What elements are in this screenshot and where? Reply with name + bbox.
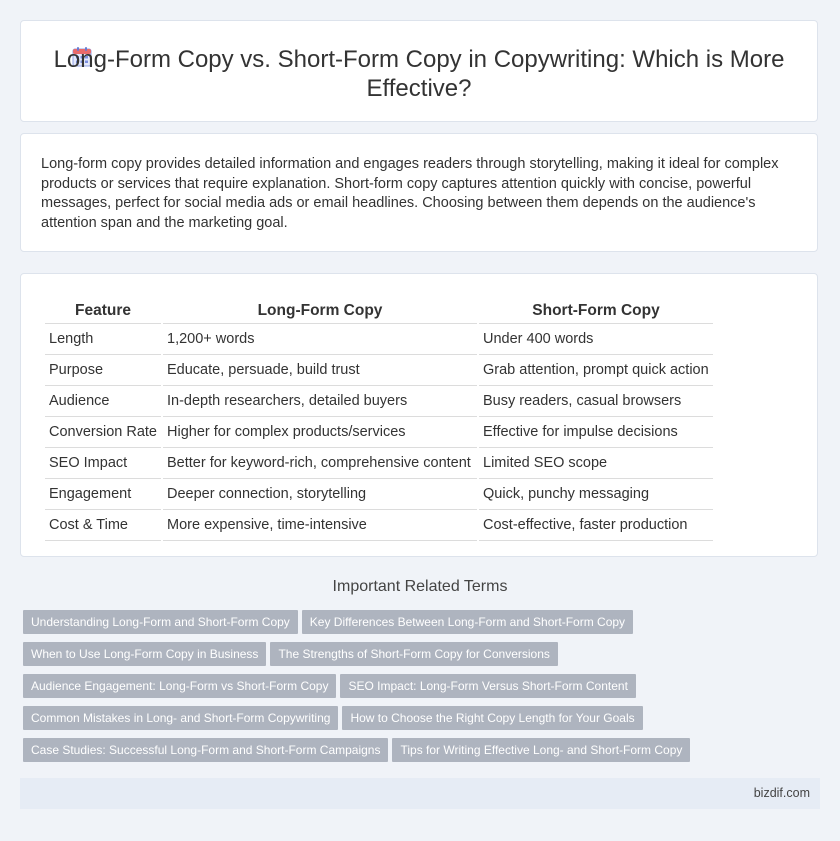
header-feature: Feature xyxy=(45,294,161,324)
cell-short-form: Busy readers, casual browsers xyxy=(479,386,713,417)
footer-site-link[interactable]: bizdif.com xyxy=(753,786,810,800)
cell-long-form: Educate, persuade, build trust xyxy=(163,355,477,386)
cell-short-form: Effective for impulse decisions xyxy=(479,417,713,448)
tag-row xyxy=(23,738,803,770)
table-row xyxy=(45,324,713,355)
related-term-tag[interactable]: Case Studies: Successful Long-Form and Short-Form Campaigns xyxy=(23,738,388,762)
page-title: Long-Form Copy vs. Short-Form Copy in Copywriting: Which is More Effective? xyxy=(53,46,785,102)
related-terms-list xyxy=(23,610,803,770)
header-long-form: Long-Form Copy xyxy=(163,294,477,324)
table-row xyxy=(45,479,713,510)
tag-row xyxy=(23,610,803,642)
header-short-form: Short-Form Copy xyxy=(479,294,713,324)
cell-long-form: More expensive, time-intensive xyxy=(163,510,477,541)
cell-feature: Conversion Rate xyxy=(45,417,161,448)
cell-feature: Length xyxy=(45,324,161,355)
cell-short-form: Under 400 words xyxy=(479,324,713,355)
related-term-tag[interactable]: The Strengths of Short-Form Copy for Conversions xyxy=(270,642,557,666)
cell-feature: Purpose xyxy=(45,355,161,386)
comparison-table xyxy=(43,294,715,541)
cell-long-form: In-depth researchers, detailed buyers xyxy=(163,386,477,417)
summary-card xyxy=(20,133,818,252)
table-row xyxy=(45,355,713,386)
related-term-tag[interactable]: Tips for Writing Effective Long- and Short-Form Copy xyxy=(392,738,690,762)
cell-long-form: Higher for complex products/services xyxy=(163,417,477,448)
table-row xyxy=(45,448,713,479)
related-terms-heading: Important Related Terms xyxy=(332,578,508,595)
cell-short-form: Cost-effective, faster production xyxy=(479,510,713,541)
cell-short-form: Quick, punchy messaging xyxy=(479,479,713,510)
related-term-tag[interactable]: Audience Engagement: Long-Form vs Short-Form Copy xyxy=(23,674,336,698)
table-row xyxy=(45,386,713,417)
cell-long-form: Better for keyword-rich, comprehensive content xyxy=(163,448,477,479)
related-term-tag[interactable]: Key Differences Between Long-Form and Short-Form Copy xyxy=(302,610,633,634)
related-term-tag[interactable]: Understanding Long-Form and Short-Form Copy xyxy=(23,610,298,634)
table-header-row xyxy=(45,294,713,324)
footer xyxy=(20,778,820,809)
table-row xyxy=(45,510,713,541)
cell-long-form: Deeper connection, storytelling xyxy=(163,479,477,510)
table-row xyxy=(45,417,713,448)
related-term-tag[interactable]: How to Choose the Right Copy Length for Your Goals xyxy=(342,706,642,730)
cell-feature: SEO Impact xyxy=(45,448,161,479)
cell-feature: Cost & Time xyxy=(45,510,161,541)
title-card xyxy=(20,20,818,122)
cell-long-form: 1,200+ words xyxy=(163,324,477,355)
related-term-tag[interactable]: Common Mistakes in Long- and Short-Form Copywriting xyxy=(23,706,338,730)
summary-text: Long-form copy provides detailed information and engages readers through storytelling, making it ideal for complex products or services that require explanation. Short-form copy captures attention quickly with concise, powerful messages, perfect for social media ads or email headlines. Choosing between them depends on the audience's attention span and the marketing goal. xyxy=(41,156,779,231)
tag-row xyxy=(23,642,803,674)
comparison-card xyxy=(20,273,818,557)
cell-short-form: Grab attention, prompt quick action xyxy=(479,355,713,386)
related-term-tag[interactable]: SEO Impact: Long-Form Versus Short-Form Content xyxy=(340,674,635,698)
related-term-tag[interactable]: When to Use Long-Form Copy in Business xyxy=(23,642,266,666)
tag-row xyxy=(23,674,803,706)
cell-short-form: Limited SEO scope xyxy=(479,448,713,479)
cell-feature: Audience xyxy=(45,386,161,417)
tag-row xyxy=(23,706,803,738)
cell-feature: Engagement xyxy=(45,479,161,510)
